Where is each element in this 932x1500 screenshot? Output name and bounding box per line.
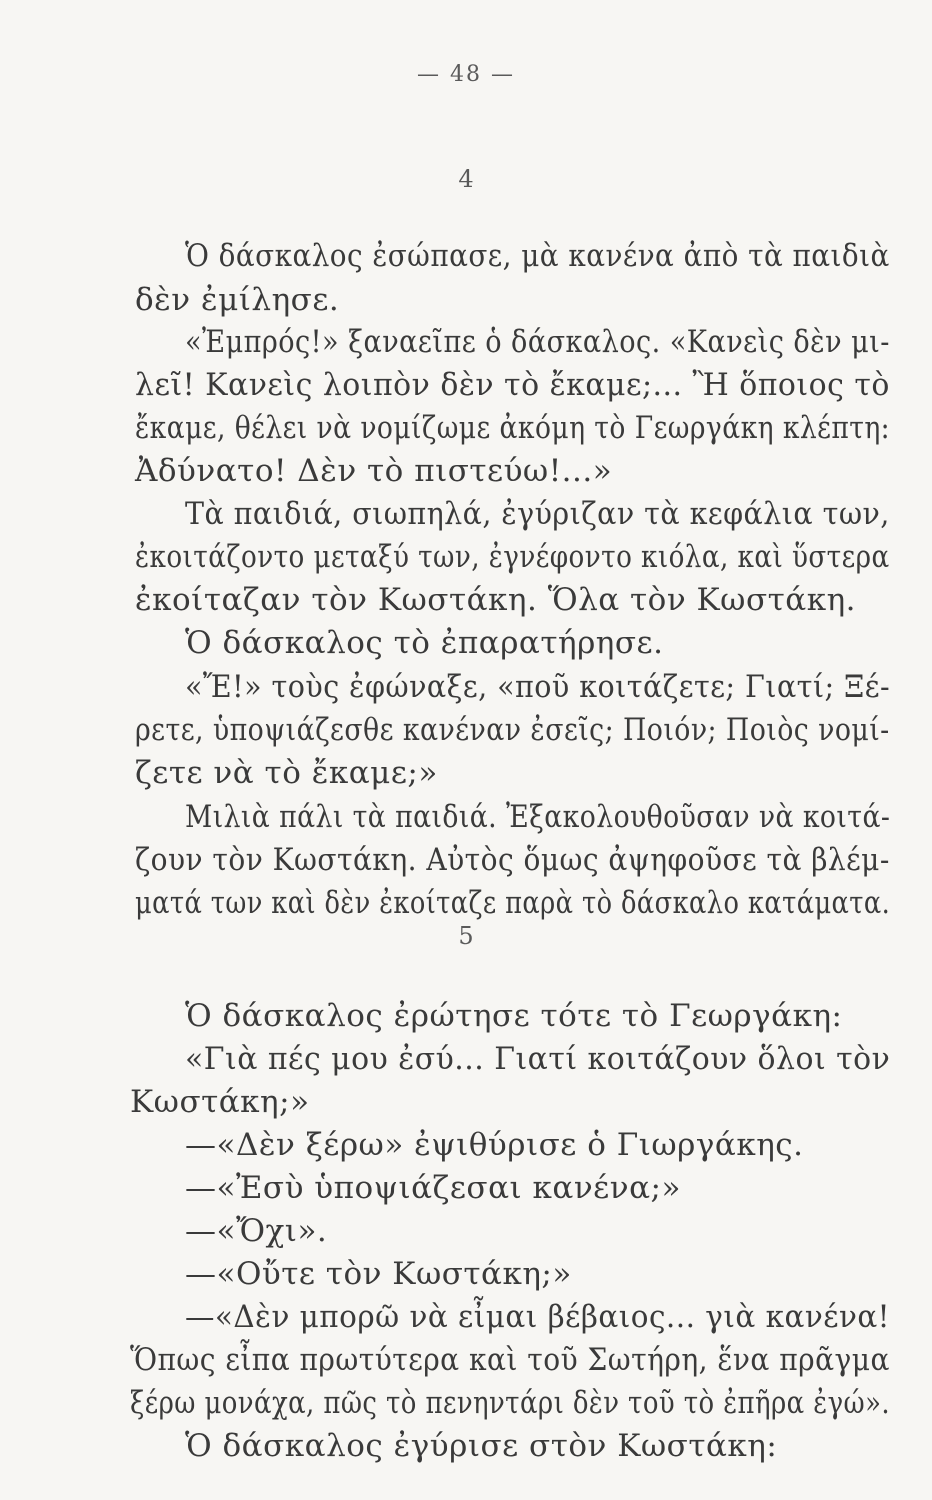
text-line: Κωστάκη;» xyxy=(130,1084,310,1120)
text-line: ἐκοιτάζοντο μεταξύ των, ἐγνέφοντο κιόλα, καὶ ὕστερα xyxy=(135,539,890,575)
text-line: —«Δὲν ξέρω» ἐψιθύρισε ὁ Γιωργάκης. xyxy=(185,1127,804,1163)
text-line: λεῖ! Κανεὶς λοιπὸν δὲν τὸ ἔκαμε;... Ἢ ὅποιος τὸ xyxy=(135,367,890,403)
text-line: —«Ἐσὺ ὑποψιάζεσαι κανένα;» xyxy=(185,1170,681,1206)
text-line: Ὅπως εἶπα πρωτύτερα καὶ τοῦ Σωτήρη, ἕνα πρᾶγμα xyxy=(130,1342,890,1378)
text-line: ρετε, ὑποψιάζεσθε κανέναν ἐσεῖς; Ποιόν; Ποιὸς νομί- xyxy=(135,712,890,748)
text-line: —«Ὄχι». xyxy=(185,1213,328,1249)
text-line: «Γιὰ πές μου ἐσύ... Γιατί κοιτάζουν ὅλοι τὸν xyxy=(185,1041,891,1077)
section-number-4: 4 xyxy=(458,165,474,193)
text-line: Ὁ δάσκαλος ἐρώτησε τότε τὸ Γεωργάκη: xyxy=(185,998,843,1034)
text-line: —«Οὔτε τὸν Κωστάκη;» xyxy=(185,1256,572,1292)
text-line: Ἀδύνατο! Δὲν τὸ πιστεύω!...» xyxy=(135,453,613,489)
section-number-5: 5 xyxy=(458,922,474,950)
text-line: δὲν ἐμίλησε. xyxy=(135,282,340,318)
text-line: Ὁ δάσκαλος ἐγύρισε στὸν Κωστάκη: xyxy=(185,1428,778,1464)
text-line: ματά των καὶ δὲν ἐκοίταζε παρὰ τὸ δάσκαλο κατάματα. xyxy=(135,885,891,921)
text-line: ξέρω μονάχα, πῶς τὸ πενηντάρι δὲν τοῦ τὸ ἐπῆρα ἐγώ». xyxy=(130,1385,891,1421)
text-line: Τὰ παιδιά, σιωπηλά, ἐγύριζαν τὰ κεφάλια των, xyxy=(185,496,890,532)
text-line: ἐκοίταζαν τὸν Κωστάκη. Ὅλα τὸν Κωστάκη. xyxy=(135,582,857,618)
page-number: — 48 — xyxy=(417,62,515,87)
text-line: ἔκαμε, θέλει νὰ νομίζωμε ἀκόμη τὸ Γεωργάκη κλέπτη: xyxy=(135,410,891,446)
text-line: ζετε νὰ τὸ ἔκαμε;» xyxy=(135,755,438,791)
text-line: Μιλιὰ πάλι τὰ παιδιά. Ἐξακολουθοῦσαν νὰ κοιτά- xyxy=(185,799,891,835)
text-line: «Ἐμπρός!» ξαναεῖπε ὁ δάσκαλος. «Κανεὶς δὲν μι- xyxy=(185,324,890,360)
text-line: Ὁ δάσκαλος τὸ ἐπαρατήρησε. xyxy=(185,625,664,661)
text-line: ζουν τὸν Κωστάκη. Αὐτὸς ὅμως ἀψηφοῦσε τὰ βλέμ- xyxy=(135,842,890,878)
text-line: Ὁ δάσκαλος ἐσώπασε, μὰ κανένα ἀπὸ τὰ παιδιὰ xyxy=(185,238,890,274)
text-line: —«Δὲν μπορῶ νὰ εἶμαι βέβαιος... γιὰ κανένα! xyxy=(185,1299,891,1335)
text-line: «Ἔ!» τοὺς ἐφώναξε, «ποῦ κοιτάζετε; Γιατί; Ξέ- xyxy=(185,669,891,705)
